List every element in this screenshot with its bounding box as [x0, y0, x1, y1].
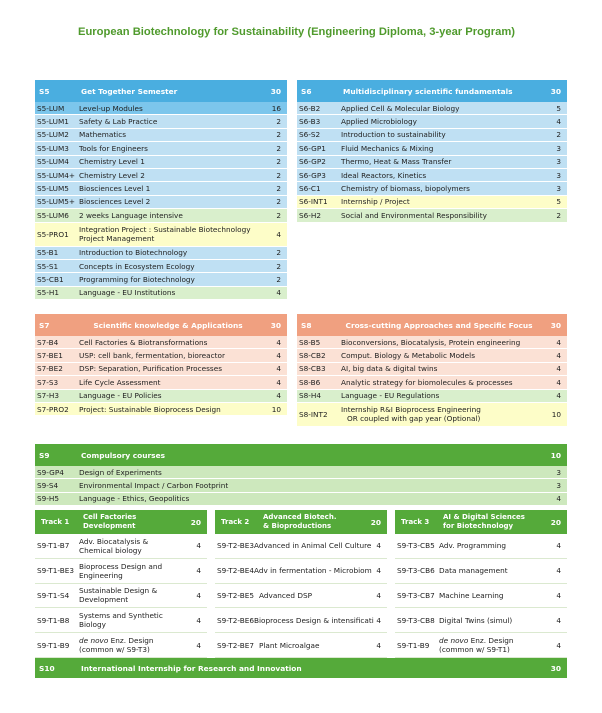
course-row: [297, 363, 567, 376]
course-credits: 4: [276, 364, 281, 374]
s10-credits: 30: [550, 663, 561, 673]
course-credits: 4: [556, 364, 561, 374]
course-code: S9-T1-B9: [397, 640, 430, 650]
course-credits: 4: [556, 566, 561, 576]
course-name-text: Plant Microalgae: [259, 640, 320, 650]
course-code: S9-GP4: [37, 467, 64, 477]
course-credits: 5: [556, 197, 561, 207]
course-row: [35, 493, 567, 506]
course-name: [259, 641, 363, 650]
course-code: S5-LUM3: [37, 143, 69, 153]
s8-code: S8: [301, 320, 312, 330]
course-code: S9-T3-CB8: [397, 615, 435, 625]
s5-name: Get Together Semester: [81, 86, 178, 96]
course-name-text: Bioprocess Design and Engineering: [79, 561, 163, 580]
track-course-row: [215, 633, 387, 658]
course-credits: 10: [551, 409, 561, 419]
s5-credits: 30: [270, 86, 281, 96]
track-name-line: for Biotechnology: [443, 522, 514, 530]
course-code: S6-GP2: [299, 157, 326, 167]
course-name: Introduction to Biotechnology: [79, 248, 188, 258]
course-code: S9-T3-CB7: [397, 590, 435, 600]
course-credits: 4: [196, 640, 201, 650]
s5-header: [35, 80, 287, 102]
s6-name: Multidisciplinary scientific fundamentals: [343, 86, 513, 96]
course-name-text: Adv in fermentation - Microbiom: [253, 566, 372, 576]
course-name: [254, 541, 371, 550]
course-code: S9-T1-B9: [37, 640, 70, 650]
course-code: S9-T2-BE3: [217, 541, 254, 551]
track-name-line: Development: [83, 522, 136, 530]
course-row: [35, 247, 287, 260]
course-row: [297, 115, 567, 128]
track-code: Track 1: [41, 518, 70, 526]
course-credits: 2: [276, 274, 281, 284]
course-name-text: Adv. Programming: [439, 541, 507, 551]
track-course-row: [395, 633, 567, 658]
course-name: Analytic strategy for biomolecules & processes: [341, 377, 513, 387]
course-code: S7-BE1: [37, 351, 63, 361]
course-credits: 4: [276, 377, 281, 387]
course-name: Programming for Biotechnology: [79, 274, 195, 284]
course-credits: 4: [196, 590, 201, 600]
course-name-text: Adv. Biocatalysis & Chemical biology: [79, 536, 149, 555]
track-name: [263, 513, 363, 531]
course-name: Fluid Mechanics & Mixing: [341, 143, 434, 153]
s9-code: S9: [39, 450, 50, 460]
course-code: S8-B5: [299, 337, 321, 347]
course-credits: 2: [276, 130, 281, 140]
course-name: Comput. Biology & Metabolic Models: [341, 351, 476, 361]
course-name: Language - EU Policies: [79, 391, 162, 401]
course-name-text: Data management: [439, 566, 508, 576]
s9-credits: 10: [550, 450, 561, 460]
course-credits: 3: [556, 170, 561, 180]
course-credits: 4: [376, 541, 381, 551]
course-credits: 4: [556, 494, 561, 504]
course-code: S5-LUM1: [37, 117, 69, 127]
course-row: [297, 336, 567, 349]
semester-s9: [35, 444, 567, 506]
course-name: Level-up Modules: [79, 103, 143, 113]
course-credits: 4: [376, 640, 381, 650]
course-code: S9-T1-B8: [37, 615, 70, 625]
track-header: [215, 510, 387, 534]
track-course-row: [35, 534, 207, 559]
s10-code: S10: [39, 663, 55, 673]
course-name: Tools for Engineers: [79, 143, 148, 153]
s8-credits: 30: [550, 320, 561, 330]
course-credits: 2: [556, 130, 561, 140]
course-credits: 4: [556, 615, 561, 625]
course-name: USP: cell bank, fermentation, bioreactor: [79, 351, 225, 361]
course-name-text: Sustainable Design & Development: [79, 586, 158, 605]
course-code: S8-INT2: [299, 409, 328, 419]
s6-credits: 30: [550, 86, 561, 96]
course-name: [79, 636, 183, 654]
course-credits: 2: [276, 170, 281, 180]
course-credits: 4: [556, 337, 561, 347]
semester-s8: [297, 314, 567, 427]
track-credits: 20: [370, 517, 381, 527]
course-code: S5-LUM5+: [37, 197, 76, 207]
track-course-row: [35, 608, 207, 633]
s5-code: S5: [39, 86, 50, 96]
course-code: S9-T2-BE6: [217, 615, 254, 625]
track-1: [35, 510, 207, 658]
course-row: [35, 403, 287, 416]
course-row: [35, 479, 567, 492]
course-credits: 4: [556, 640, 561, 650]
course-name: Language - Ethics, Geopolitics: [79, 494, 190, 504]
course-row: [35, 376, 287, 389]
course-name-text: Enz. Design (common w/ S9-T3): [79, 636, 154, 655]
course-name-wrap: [341, 405, 535, 423]
track-name-line: Cell Factories: [83, 513, 137, 521]
course-name: Biosciences Level 1: [79, 184, 151, 194]
course-code: S6-H2: [299, 210, 322, 220]
course-credits: 4: [376, 566, 381, 576]
course-code: S8-CB2: [299, 351, 326, 361]
track-name-line: & Bioproductions: [263, 522, 332, 530]
course-name: AI, big data & digital twins: [341, 364, 438, 374]
course-code: S6-B3: [299, 117, 321, 127]
s6-code: S6: [301, 86, 312, 96]
course-name-text: Bioprocess Design & intensificati: [253, 615, 374, 625]
course-credits: 2: [276, 157, 281, 167]
course-row: [297, 169, 567, 182]
course-row: [297, 403, 567, 427]
course-name: Integration Project : Sustainable Biotechnology Project Management: [79, 225, 251, 244]
s9-header: [35, 444, 567, 466]
course-credits: 4: [196, 541, 201, 551]
course-credits: 10: [271, 404, 281, 414]
course-code: S5-CB1: [37, 274, 64, 284]
course-code: S6-GP3: [299, 170, 326, 180]
course-row: [35, 182, 287, 195]
course-code: S8-CB3: [299, 364, 326, 374]
track-credits: 20: [550, 517, 561, 527]
course-code: S5-LUM: [37, 103, 65, 113]
course-name-text: Systems and Synthetic Biology: [79, 611, 163, 630]
course-credits: 4: [556, 541, 561, 551]
course-name: Biosciences Level 2: [79, 197, 151, 207]
course-credits: 4: [556, 117, 561, 127]
track-code: Track 2: [221, 518, 250, 526]
course-row: [297, 376, 567, 389]
track-course-row: [395, 584, 567, 609]
course-code: S9-T3-CB6: [397, 566, 435, 576]
course-credits: 3: [556, 481, 561, 491]
track-credits: 20: [190, 517, 201, 527]
course-name: [79, 537, 183, 555]
course-credits: 4: [276, 391, 281, 401]
course-code: S9-T1-B7: [37, 541, 70, 551]
track-course-row: [35, 633, 207, 658]
course-name: Design of Experiments: [79, 467, 162, 477]
course-credits: 3: [556, 143, 561, 153]
course-credits: 3: [556, 184, 561, 194]
course-name: Environmental Impact / Carbon Footprint: [79, 481, 229, 491]
course-name: [439, 636, 543, 654]
course-row: [35, 466, 567, 479]
course-code: S6-INT1: [299, 197, 328, 207]
course-code: S8-H4: [299, 391, 322, 401]
track-course-row: [395, 608, 567, 633]
s8-name: Cross-cutting Approaches and Specific Focus: [345, 320, 533, 330]
course-row: [297, 182, 567, 195]
course-credits: 4: [196, 566, 201, 576]
course-code: S6-GP1: [299, 143, 326, 153]
course-code: S7-PRO2: [37, 404, 69, 414]
s7-header: [35, 314, 287, 336]
course-name: Chemistry Level 1: [79, 157, 145, 167]
course-code: S9-T2-BE5: [217, 590, 254, 600]
course-credits: 4: [276, 351, 281, 361]
course-row: [35, 209, 287, 222]
course-code: S7-S3: [37, 377, 59, 387]
course-name-italic: de novo: [79, 636, 109, 646]
course-row: [35, 169, 287, 182]
course-credits: 4: [556, 351, 561, 361]
track-name: [83, 513, 183, 531]
course-name: DSP: Separation, Purification Processes: [79, 364, 223, 374]
course-name: Introduction to sustainability: [341, 130, 446, 140]
course-name: Internship / Project: [341, 197, 410, 207]
course-name-text: Advanced in Animal Cell Culture: [253, 541, 372, 551]
course-credits: 2: [276, 117, 281, 127]
course-credits: 2: [276, 248, 281, 258]
course-credits: 4: [276, 337, 281, 347]
track-course-row: [215, 608, 387, 633]
course-name: [439, 591, 543, 600]
course-row: [35, 223, 287, 247]
course-name: [254, 616, 374, 625]
course-name-text: Advanced DSP: [259, 590, 313, 600]
course-row: [297, 142, 567, 155]
s7-name: Scientific knowledge & Applications: [93, 320, 243, 330]
course-code: S5-LUM6: [37, 210, 69, 220]
course-code: S9-H5: [37, 494, 60, 504]
course-name: Chemistry of biomass, biopolymers: [341, 184, 470, 194]
course-name-note: OR coupled with gap year (Optional): [347, 414, 481, 424]
course-row: [35, 336, 287, 349]
course-code: S5-PRO1: [37, 229, 69, 239]
course-credits: 4: [276, 288, 281, 298]
course-name-text: Enz. Design (common w/ S9-T1): [439, 636, 514, 655]
s10-name: International Internship for Research and Innovation: [81, 663, 302, 673]
semester-s6: [297, 80, 567, 223]
s6-header: [297, 80, 567, 102]
course-name: [79, 586, 183, 604]
course-credits: 4: [556, 590, 561, 600]
s7-code: S7: [39, 320, 50, 330]
track-header: [35, 510, 207, 534]
course-name: Ideal Reactors, Kinetics: [341, 170, 427, 180]
course-code: S5-LUM4+: [37, 170, 76, 180]
track-name-line: AI & Digital Sciences: [443, 513, 525, 521]
course-code: S8-B6: [299, 377, 321, 387]
course-row: [35, 156, 287, 169]
track-name-line: Advanced Biotech.: [263, 513, 337, 521]
course-name: Chemistry Level 2: [79, 170, 145, 180]
track-code: Track 3: [401, 518, 430, 526]
course-code: S5-LUM5: [37, 184, 69, 194]
course-code: S7-B4: [37, 337, 59, 347]
track-course-row: [395, 534, 567, 559]
course-credits: 4: [556, 391, 561, 401]
course-row: [297, 390, 567, 403]
course-name: Safety & Lab Practice: [79, 117, 158, 127]
course-code: S6-C1: [299, 184, 321, 194]
course-credits: 2: [276, 261, 281, 271]
course-credits: 4: [376, 615, 381, 625]
course-code: S7-BE2: [37, 364, 63, 374]
s10-header: [35, 658, 567, 678]
course-name: [439, 541, 543, 550]
track-2: [215, 510, 387, 658]
course-credits: 2: [276, 197, 281, 207]
course-name: Applied Cell & Molecular Biology: [341, 103, 460, 113]
track-course-row: [215, 584, 387, 609]
course-name: Internship R&I Bioprocess Engineering: [341, 405, 481, 415]
track-name: [443, 513, 543, 531]
course-code: S9-T2-BE4: [217, 566, 254, 576]
course-name: [259, 591, 363, 600]
course-name: 2 weeks Language intensive: [79, 210, 183, 220]
course-credits: 5: [556, 103, 561, 113]
course-code: S5-S1: [37, 261, 59, 271]
course-name: Concepts in Ecosystem Ecology: [79, 261, 195, 271]
track-course-row: [35, 559, 207, 584]
course-row: [297, 209, 567, 222]
course-row: [35, 287, 287, 300]
course-code: S9-T1-S4: [37, 590, 70, 600]
course-row: [297, 129, 567, 142]
s7-credits: 30: [270, 320, 281, 330]
course-code: S5-H1: [37, 288, 60, 298]
course-name: [439, 616, 543, 625]
course-name: Life Cycle Assessment: [79, 377, 161, 387]
course-name: [79, 611, 183, 629]
course-credits: 4: [556, 377, 561, 387]
course-credits: 3: [556, 467, 561, 477]
course-code: S7-H3: [37, 391, 60, 401]
course-name: [79, 562, 183, 580]
course-credits: 4: [276, 229, 281, 239]
track-3: [395, 510, 567, 658]
course-code: S9-T1-BE3: [37, 566, 74, 576]
course-name: Bioconversions, Biocatalysis, Protein engineering: [341, 337, 521, 347]
course-credits: 2: [276, 184, 281, 194]
course-name: [439, 566, 543, 575]
course-row: [297, 156, 567, 169]
course-name: Mathematics: [79, 130, 127, 140]
course-row: [297, 196, 567, 209]
page-title: European Biotechnology for Sustainability (Engineering Diploma, 3-year Program): [78, 26, 516, 38]
course-credits: 2: [276, 210, 281, 220]
track-header: [395, 510, 567, 534]
track-course-row: [35, 584, 207, 609]
course-code: S6-B2: [299, 103, 321, 113]
s9-name: Compulsory courses: [81, 450, 165, 460]
course-credits: 4: [376, 590, 381, 600]
course-name: Social and Environmental Responsibility: [341, 210, 487, 220]
course-name-text: Machine Learning: [439, 590, 504, 600]
semester-s5: [35, 80, 287, 300]
course-code: S5-LUM4: [37, 157, 69, 167]
course-name: Cell Factories & Biotransformations: [79, 337, 208, 347]
course-name-italic: de novo: [439, 636, 469, 646]
semester-s7: [35, 314, 287, 416]
course-row: [35, 115, 287, 128]
course-row: [35, 363, 287, 376]
course-code: S9-T2-BE7: [217, 640, 254, 650]
track-course-row: [395, 559, 567, 584]
course-code: S9-S4: [37, 481, 59, 491]
course-row: [35, 349, 287, 362]
course-name: Thermo, Heat & Mass Transfer: [341, 157, 452, 167]
s8-header: [297, 314, 567, 336]
course-code: S5-B1: [37, 248, 59, 258]
course-row: [297, 102, 567, 115]
course-credits: 2: [556, 210, 561, 220]
course-row: [297, 349, 567, 362]
course-credits: 16: [271, 103, 281, 113]
course-row: [35, 390, 287, 403]
course-credits: 3: [556, 157, 561, 167]
track-course-row: [215, 534, 387, 559]
course-row: [35, 260, 287, 273]
course-name: Language - EU Institutions: [79, 288, 176, 298]
course-row: [35, 102, 287, 115]
course-row: [35, 129, 287, 142]
course-credits: 2: [276, 143, 281, 153]
course-name-text: Digital Twins (simul): [439, 615, 513, 625]
course-row: [35, 142, 287, 155]
track-course-row: [215, 559, 387, 584]
course-name: [254, 566, 372, 575]
course-row: [35, 196, 287, 209]
course-name: Project: Sustainable Bioprocess Design: [79, 404, 221, 414]
course-row: [35, 273, 287, 286]
semester-s10: [35, 658, 567, 678]
course-credits: 4: [196, 615, 201, 625]
course-code: S5-LUM2: [37, 130, 69, 140]
course-code: S9-T3-CB5: [397, 541, 435, 551]
course-name: Language - EU Regulations: [341, 391, 440, 401]
course-name: Applied Microbiology: [341, 117, 417, 127]
course-code: S6-S2: [299, 130, 321, 140]
